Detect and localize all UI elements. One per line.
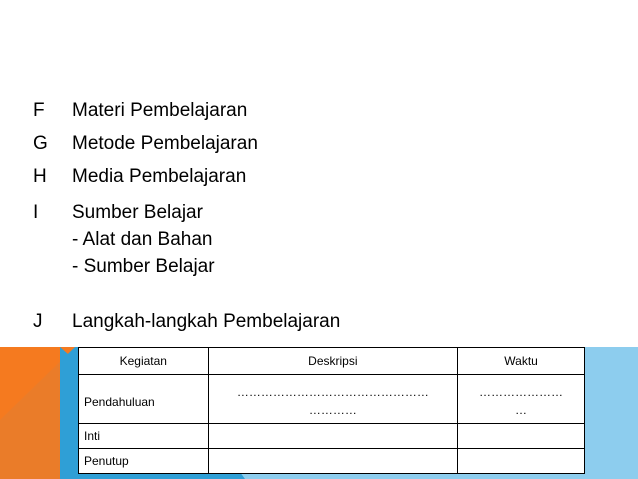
item-text-langkah: Langkah-langkah Pembelajaran	[72, 311, 341, 332]
table-row	[79, 375, 585, 424]
orange-strip	[0, 347, 60, 479]
header-waktu: Waktu	[458, 348, 585, 375]
item-text-metode: Metode Pembelajaran	[72, 133, 258, 154]
cell-deskripsi	[208, 449, 458, 474]
item-letter-f: F	[33, 100, 45, 121]
item-letter-j: J	[33, 311, 43, 332]
table-row	[79, 449, 585, 474]
cell-waktu	[458, 424, 585, 449]
cell-deskripsi	[208, 424, 458, 449]
header-kegiatan: Kegiatan	[79, 348, 209, 375]
cell-kegiatan: Inti	[79, 424, 209, 449]
lesson-steps-table	[78, 347, 585, 474]
item-letter-h: H	[33, 166, 47, 187]
table-header-row	[79, 348, 585, 375]
cell-waktu	[458, 449, 585, 474]
item-letter-i: I	[33, 202, 39, 223]
sub-item-sumber: - Sumber Belajar	[72, 256, 215, 277]
item-text-media: Media Pembelajaran	[72, 166, 247, 187]
sub-item-alat: - Alat dan Bahan	[72, 229, 213, 250]
item-text-sumber: Sumber Belajar	[72, 202, 203, 223]
cell-deskripsi: ………………………………………… …………	[208, 375, 458, 424]
item-letter-g: G	[33, 133, 48, 154]
cell-kegiatan: Penutup	[79, 449, 209, 474]
cell-waktu: ………………… …	[458, 375, 585, 424]
header-deskripsi: Deskripsi	[208, 348, 458, 375]
item-text-materi: Materi Pembelajaran	[72, 100, 248, 121]
cell-kegiatan: Pendahuluan	[79, 375, 209, 424]
table-row	[79, 424, 585, 449]
